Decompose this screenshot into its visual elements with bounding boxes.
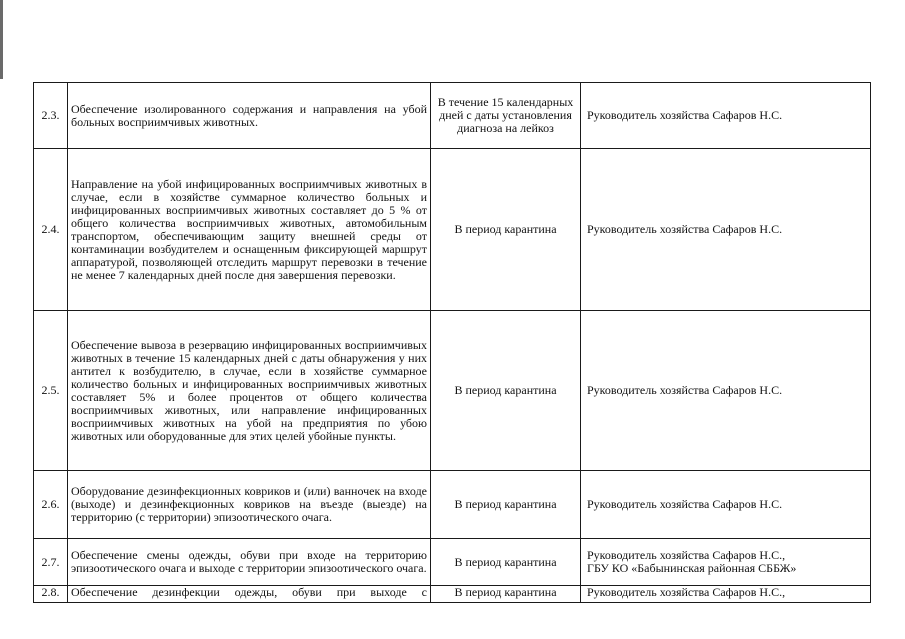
responsible-text <box>581 586 871 603</box>
table-row <box>34 149 871 311</box>
activity-text: Обеспечение смены одежды, обуви при входе на территорию эпизоотического очага и выходе с территории эпизоотического очага. <box>68 539 431 586</box>
term-text: В течение 15 календарных дней с даты установления диагноза на лейкоз <box>431 83 581 149</box>
measures-table <box>33 82 871 603</box>
responsible-line: Руководитель хозяйства Сафаров Н.С., <box>587 548 786 562</box>
responsible-text <box>581 311 871 471</box>
responsible-line: Руководитель хозяйства Сафаров Н.С. <box>587 383 783 397</box>
item-number: 2.8. <box>34 586 68 603</box>
table-row <box>34 311 871 471</box>
activity-text: Оборудование дезинфекционных ковриков и (или) ванночек на входе (выходе) и дезинфекционных ковриков на въезде (выезде) на территорию (с территории) эпизоотического очага. <box>68 471 431 539</box>
item-number: 2.6. <box>34 471 68 539</box>
term-text: В период карантина <box>431 471 581 539</box>
term-text: В период карантина <box>431 149 581 311</box>
scan-edge-artifact <box>0 0 3 79</box>
table-row <box>34 471 871 539</box>
responsible-text <box>581 471 871 539</box>
item-number: 2.7. <box>34 539 68 586</box>
responsible-text <box>581 149 871 311</box>
table-row <box>34 586 871 603</box>
responsible-line: ГБУ КО «Бабынинская районная СББЖ» <box>587 561 797 575</box>
item-number: 2.4. <box>34 149 68 311</box>
activity-text: Направление на убой инфицированных восприимчивых животных в случае, если в хозяйстве суммарное количество больных и инфицированных восприимчивых животных составляет до 5 % от общего количества восприимчивых животных, автомобильным транспортом, обеспечивающим защиту внешней среды от контаминации возбудителем и оснащенным фиксирующей маршрут аппаратурой, позволяющей отследить маршрут перевозки в течение не менее 7 календарных дней после дня завершения перевозки. <box>68 149 431 311</box>
table-row <box>34 539 871 586</box>
activity-text: Обеспечение изолированного содержания и направления на убой больных восприимчивых животных. <box>68 83 431 149</box>
responsible-line: Руководитель хозяйства Сафаров Н.С. <box>587 497 783 511</box>
responsible-line: Руководитель хозяйства Сафаров Н.С., <box>587 585 786 599</box>
activity-text: Обеспечение дезинфекции одежды, обуви при выходе с <box>68 586 431 603</box>
term-text: В период карантина <box>431 586 581 603</box>
item-number: 2.5. <box>34 311 68 471</box>
item-number: 2.3. <box>34 83 68 149</box>
responsible-text <box>581 539 871 586</box>
responsible-text <box>581 83 871 149</box>
term-text: В период карантина <box>431 539 581 586</box>
term-text: В период карантина <box>431 311 581 471</box>
responsible-line: Руководитель хозяйства Сафаров Н.С. <box>587 108 783 122</box>
activity-text: Обеспечение вывоза в резервацию инфицированных восприимчивых животных в течение 15 календарных дней с даты обнаружения у них антител к возбудителю, в случае, если в хозяйстве суммарное количество больных и инфицированных восприимчивых животных составляет 5% и более процентов от общего количества восприимчивых животных, или направление инфицированных восприимчивых животных на убой на предприятия по убою животных или оборудованные для этих целей убойные пункты. <box>68 311 431 471</box>
responsible-line: Руководитель хозяйства Сафаров Н.С. <box>587 222 783 236</box>
table-row <box>34 83 871 149</box>
